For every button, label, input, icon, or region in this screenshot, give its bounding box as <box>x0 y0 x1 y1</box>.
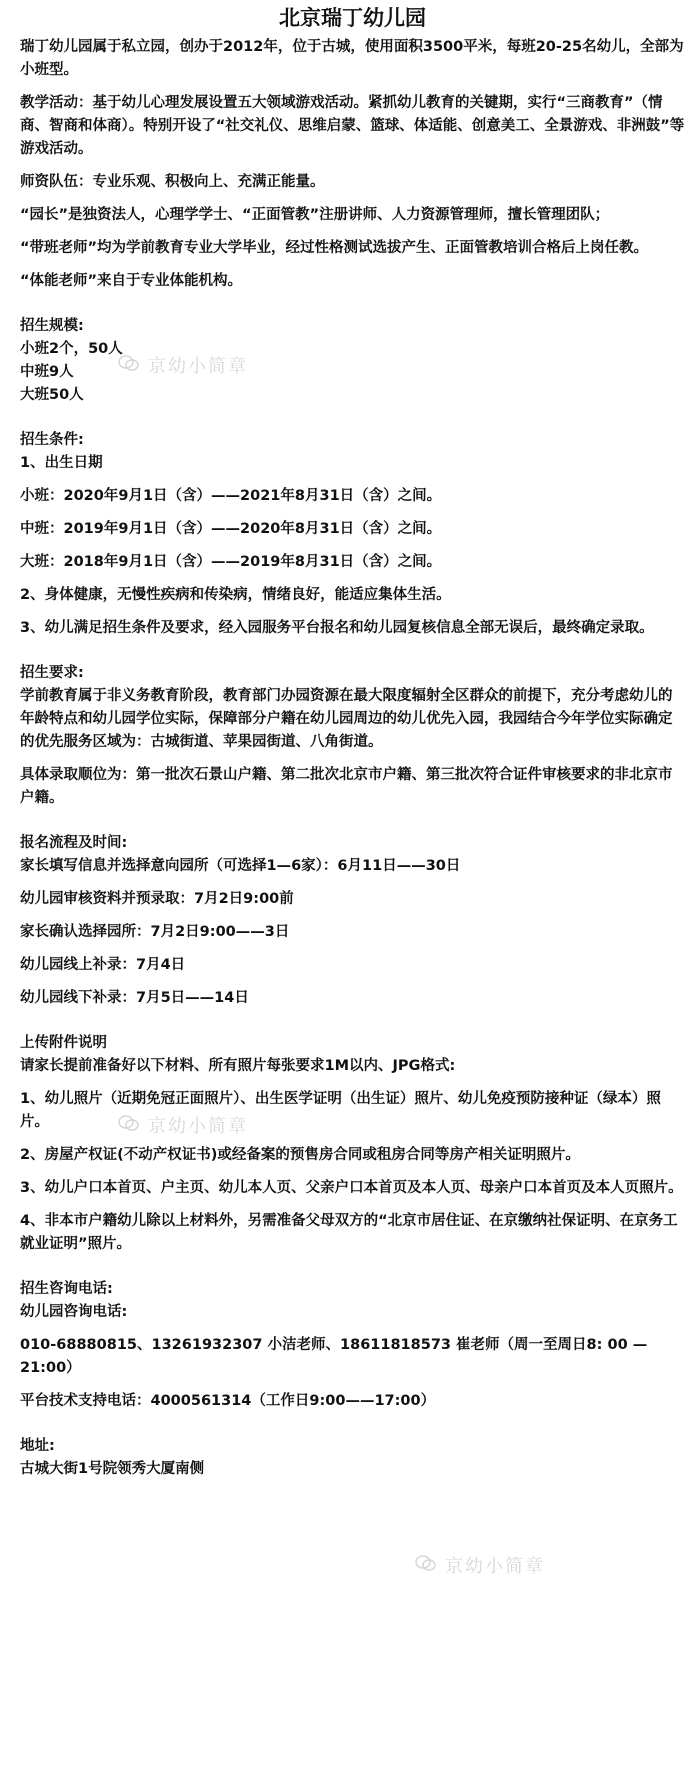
conditions-heading: 招生条件: <box>20 432 84 448</box>
contact-section <box>20 1278 685 1324</box>
attachment-item-1: 1、幼儿照片（近期免冠正面照片）、出生医学证明（出生证）照片、幼儿免疫预防接种证（绿本）照片。 <box>20 1091 661 1130</box>
wechat-icon <box>415 1554 437 1577</box>
process-step-4: 幼儿园线上补录：7月4日 <box>20 957 186 973</box>
process-section <box>20 832 685 878</box>
requirements-section <box>20 662 685 754</box>
process-step-5: 幼儿园线下补录：7月5日——14日 <box>20 990 249 1006</box>
conditions-section <box>20 429 685 475</box>
requirements-order: 具体录取顺位为：第一批次石景山户籍、第二批次北京市户籍、第三批次符合证件审核要求的非北京市户籍。 <box>20 767 673 806</box>
intro-paragraph: 瑞丁幼儿园属于私立园，创办于2012年，位于古城，使用面积3500平米，每班20-25名幼儿，全部为小班型。 <box>20 39 684 78</box>
scale-heading: 招生规模: <box>20 318 84 334</box>
address-section <box>20 1435 685 1481</box>
attachments-heading: 上传附件说明 <box>20 1035 107 1051</box>
attachments-note: 请家长提前准备好以下材料、所有照片每张要求1M以内、JPG格式: <box>20 1058 456 1074</box>
scale-large: 大班50人 <box>20 387 84 403</box>
staff-director: “园长”是独资法人，心理学学士、“正面管教”注册讲师、人力资源管理师，擅长管理团队； <box>20 207 610 223</box>
attachment-item-2: 2、房屋产权证(不动产权证书)或经备案的预售房合同或租房合同等房产相关证明照片。 <box>20 1147 580 1163</box>
condition-health: 2、身体健康，无慢性疾病和传染病，情绪良好，能适应集体生活。 <box>20 587 451 603</box>
condition-large-class: 大班：2018年9月1日（含）——2019年8月31日（含）之间。 <box>20 554 442 570</box>
condition-confirm: 3、幼儿满足招生条件及要求，经入园服务平台报名和幼儿园复核信息全部无误后，最终确定录取。 <box>20 620 654 636</box>
requirements-heading: 招生要求: <box>20 665 84 681</box>
contact-phones: 010-68880815、13261932307 小洁老师、18611818573 崔老师（周一至周日8: 00 —21:00） <box>20 1337 648 1376</box>
attachment-item-4: 4、非本市户籍幼儿除以上材料外，另需准备父母双方的“北京市居住证、在京缴纳社保证明、在京务工就业证明”照片。 <box>20 1213 678 1252</box>
watermark-text: 京幼小简章 <box>148 1116 248 1137</box>
process-heading: 报名流程及时间: <box>20 835 128 851</box>
process-step-2: 幼儿园审核资料并预录取：7月2日9:00前 <box>20 891 294 907</box>
staff-pe: “体能老师”来自于专业体能机构。 <box>20 273 243 289</box>
condition-small-class: 小班：2020年9月1日（含）——2021年8月31日（含）之间。 <box>20 488 442 504</box>
process-step-3: 家长确认选择园所：7月2日9:00——3日 <box>20 924 290 940</box>
staff-teacher: “带班老师”均为学前教育专业大学毕业，经过性格测试选拔产生、正面管教培训合格后上岗任教。 <box>20 240 649 256</box>
teaching-paragraph: 教学活动：基于幼儿心理发展设置五大领域游戏活动。紧抓幼儿教育的关键期，实行“三商教育”（情商、智商和体商）。特别开设了“社交礼仪、思维启蒙、篮球、体适能、创意美工、全景游戏、非洲鼓”等游戏活动。 <box>20 95 685 157</box>
requirements-text: 学前教育属于非义务教育阶段，教育部门办园资源在最大限度辐射全区群众的前提下，充分考虑幼儿的年龄特点和幼儿园学位实际，保障部分户籍在幼儿园周边的幼儿优先入园，我园结合今年学位实际确定的优先服务区域为：古城街道、苹果园街道、八角街道。 <box>20 688 673 750</box>
watermark-text: 京幼小简章 <box>445 1556 545 1577</box>
scale-section <box>20 315 685 407</box>
attachment-item-3: 3、幼儿户口本首页、户主页、幼儿本人页、父亲户口本首页及本人页、母亲户口本首页及本人页照片。 <box>20 1180 683 1196</box>
watermark-text: 京幼小简章 <box>148 356 248 377</box>
attachments-section <box>20 1032 685 1078</box>
staff-title: 师资队伍：专业乐观、积极向上、充满正能量。 <box>20 174 325 190</box>
watermark <box>415 1552 545 1578</box>
contact-heading: 招生咨询电话: <box>20 1281 113 1297</box>
condition-middle-class: 中班：2019年9月1日（含）——2020年8月31日（含）之间。 <box>20 521 442 537</box>
conditions-birth-title: 1、出生日期 <box>20 455 103 471</box>
article <box>20 0 685 1491</box>
contact-sub-heading: 幼儿园咨询电话: <box>20 1304 128 1320</box>
scale-small: 小班2个，50人 <box>20 341 123 357</box>
address-text: 古城大街1号院领秀大厦南侧 <box>20 1461 205 1477</box>
contact-support: 平台技术支持电话：4000561314（工作日9:00——17:00） <box>20 1393 436 1409</box>
page-title: 北京瑞丁幼儿园 <box>279 6 426 30</box>
process-step-1: 家长填写信息并选择意向园所（可选择1—6家）：6月11日——30日 <box>20 858 461 874</box>
scale-middle: 中班9人 <box>20 364 74 380</box>
address-heading: 地址: <box>20 1438 55 1454</box>
